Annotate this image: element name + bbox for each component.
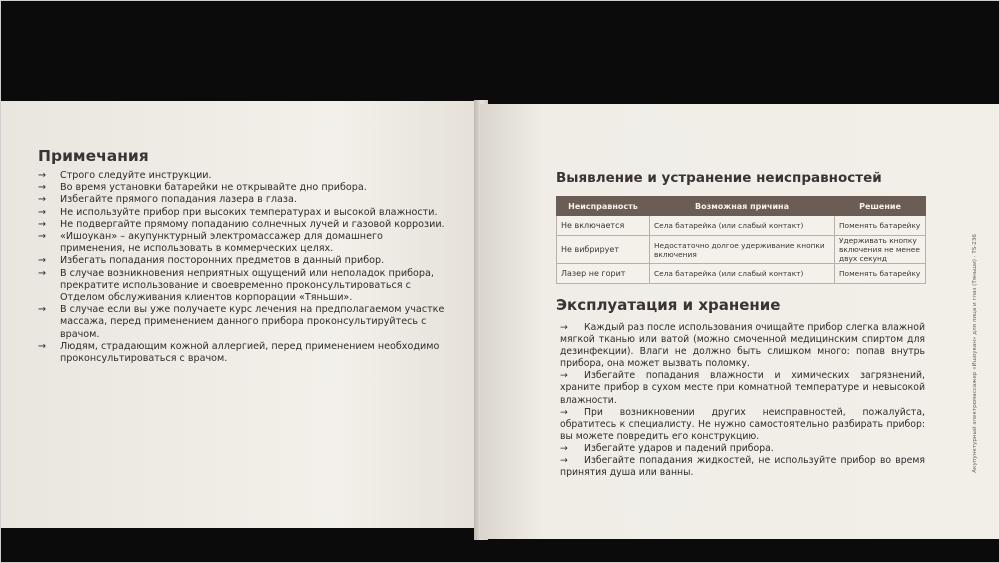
list-item: → Избегать попадания посторонних предметов в данный прибор. [38, 255, 448, 267]
notes-title: Примечания [38, 147, 149, 165]
list-item: → Избегайте прямого попадания лазера в глаза. [38, 194, 448, 206]
list-item: → Не подвергайте прямому попаданию солнечных лучей и газовой коррозии. [38, 219, 448, 231]
troubleshoot-table [556, 196, 926, 284]
care-item-text: Избегайте ударов и падений прибора. [584, 442, 774, 454]
arrow-icon: → [560, 322, 568, 333]
care-title: Эксплуатация и хранение [556, 296, 781, 314]
table-cell: Недостаточно долгое удерживание кнопки включения [650, 236, 835, 264]
table-row [557, 216, 926, 236]
column-header: Возможная причина [650, 197, 835, 216]
list-item [560, 407, 925, 443]
table-cell: Поменять батарейку [835, 216, 926, 236]
care-item-text: При возникновении других неисправностей, пожалуйста, обратитесь к специалисту. Не нужно самостоятельно разбирать прибор: вы можете повредить его конструкцию. [560, 406, 925, 442]
list-item: → В случае если вы уже получаете курс лечения на предполагаемом участке массажа, перед применением данного прибора проконсультируйтесь с врачом. [38, 304, 448, 341]
list-item [560, 370, 925, 406]
notes-list [38, 170, 448, 365]
list-item: → Людям, страдающим кожной аллергией, перед применением необходимо проконсультироваться с врачом. [38, 341, 448, 365]
list-item [560, 443, 925, 455]
list-item: → Во время установки батарейки не открывайте дно прибора. [38, 182, 448, 194]
list-item: → В случае возникновения неприятных ощущений или неполадок прибора, прекратите использование и своевременно проконсультироваться с Отделом обслуживания клиентов корпорации «Тяньши». [38, 268, 448, 305]
care-item-text: Избегайте попадания влажности и химических загрязнений, храните прибор в сухом месте при комнатной температуре и невысокой влажности. [560, 370, 925, 406]
list-item [560, 322, 925, 370]
care-item-text: Каждый раз после использования очищайте прибор слегка влажной мягкой тканью или ватой (можно смоченной медицинским спиртом для дезинфекции). Влаги не должно быть слишком много: попав внутрь прибора, она может вызвать поломку. [560, 322, 925, 370]
arrow-icon: → [560, 370, 568, 382]
table-cell: Не включается [557, 216, 650, 236]
table-header-row [557, 197, 926, 216]
table-cell: Удерживать кнопку включения не менее двух секунд [835, 236, 926, 264]
arrow-icon: → [560, 406, 568, 418]
left-page [0, 101, 480, 528]
table-row [557, 264, 926, 284]
side-caption: Акупунктурный электромассажер «Ишоукан» для лица и глаз (Тяньши) · TS-236 [972, 234, 978, 473]
list-item: → Не используйте прибор при высоких температурах и высокой влажности. [38, 207, 448, 219]
troubleshoot-title: Выявление и устранение неисправностей [556, 170, 882, 186]
care-list [560, 322, 925, 479]
list-item: → Строго следуйте инструкции. [38, 170, 448, 182]
table-cell: Села батарейка (или слабый контакт) [650, 264, 835, 284]
table-cell: Села батарейка (или слабый контакт) [650, 216, 835, 236]
column-header: Решение [835, 197, 926, 216]
table-cell: Не вибрирует [557, 236, 650, 264]
arrow-icon: → [560, 455, 568, 467]
list-item: → «Ишоукан» – акупунктурный электромассажер для домашнего применения, не использовать в коммерческих целях. [38, 231, 448, 255]
right-page [480, 104, 1000, 539]
arrow-icon: → [560, 442, 568, 454]
table-cell: Поменять батарейку [835, 264, 926, 284]
care-item-text: Избегайте попадания жидкостей, не используйте прибор во время принятия душа или ванны. [560, 455, 925, 479]
table-cell: Лазер не горит [557, 264, 650, 284]
table-row [557, 236, 926, 264]
column-header: Неисправность [557, 197, 650, 216]
list-item [560, 455, 925, 479]
